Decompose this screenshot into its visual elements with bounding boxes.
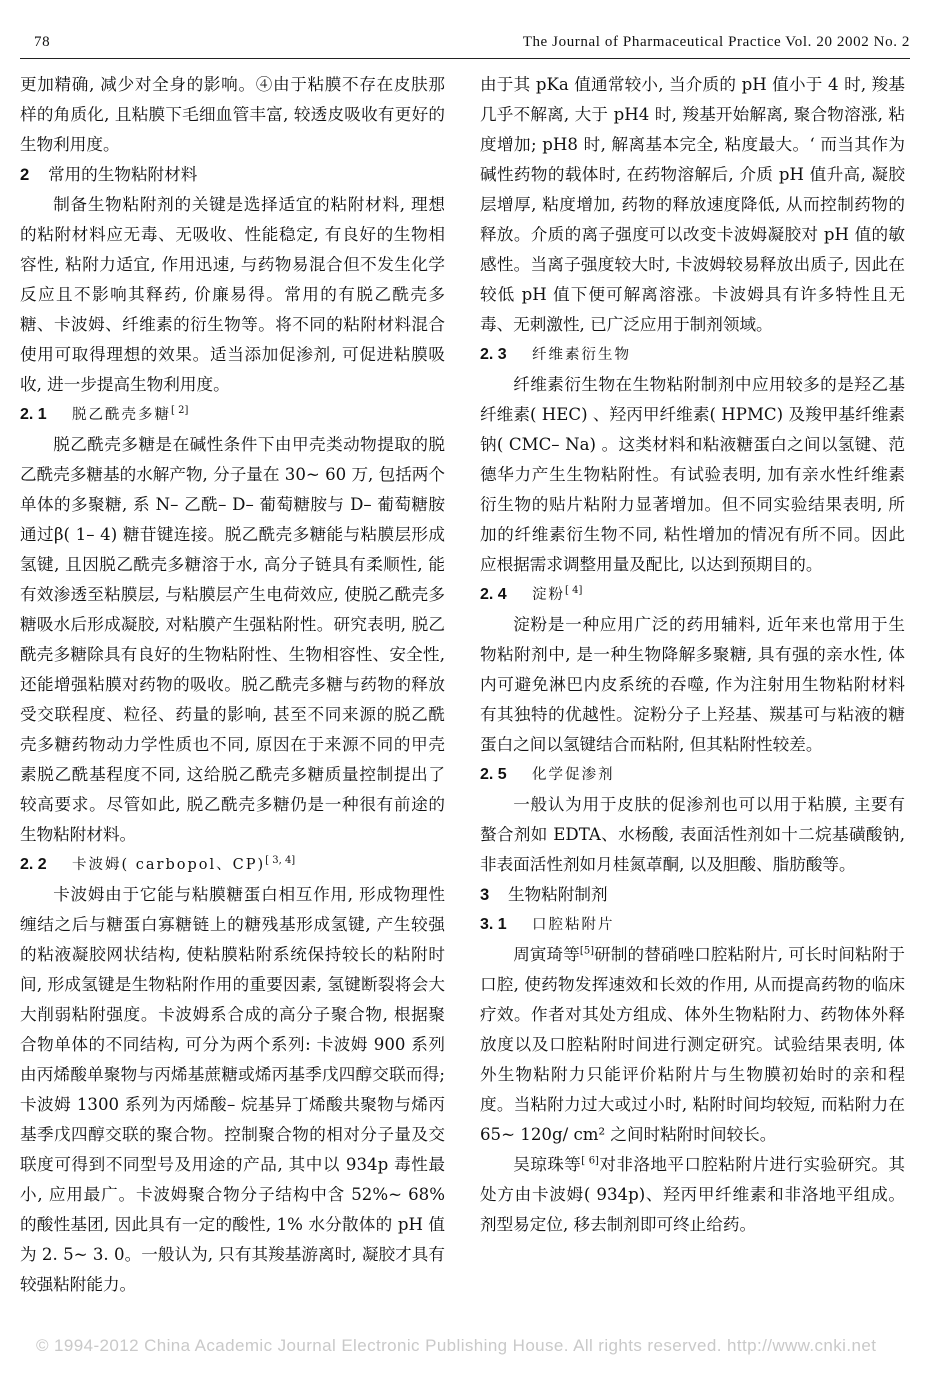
section-title: 淀粉 — [532, 587, 565, 603]
paragraph-section-2-1: 脱乙酰壳多糖是在碱性条件下由甲壳类动物提取的脱乙酰壳多糖基的水解产物, 分子量在 30~ 60 万, 包括两个单体的多聚糖, 系 N– 乙酰– D– 葡萄糖胺与 D– 葡萄糖胺通过β( 1– 4) 糖苷键连接。脱乙酰壳多糖能与粘膜层形成氢键, 且因脱乙酰壳多糖溶于水, 高分子链具有柔顺性, 能有效渗透至粘膜层, 与粘膜层产生电荷效应, 使脱乙酰壳多糖吸水后形成凝胶, 对粘膜产生强粘附性。研究表明, 脱乙酰壳多糖除具有良好的生物粘附性、生物相容性、安全性, 还能增强粘膜对药物的吸收。脱乙酰壳多糖与药物的释放受交联程度、粒径、药量的影响, 甚至不同来源的脱乙酰壳多糖药物动力学性质也不同, 原因在于来源不同的甲壳素脱乙酰基程度不同, 这给脱乙酰壳多糖质量控制提出了较高要求。尽管如此, 脱乙酰壳多糖仍是一种很有前途的生物粘附材料。 — [20, 435, 445, 844]
text-run: 吴琼珠等 — [513, 1155, 582, 1174]
paragraph-section-2-2: 卡波姆由于它能与粘膜糖蛋白相互作用, 形成物理性缠结之后与糖蛋白寡糖链上的糖残基形成氢键, 产生较强的粘液凝胶网状结构, 使粘膜粘附系统保持较长的粘附时间, 形成氢键是生物粘附作用的重要因素, 氢键断裂将会大大削弱粘附强度。卡波姆系合成的高分子聚合物, 根据聚合物单体的不同结构, 可分为两个系列: 卡波姆 900 系列由丙烯酸单聚物与丙烯基蔗糖或烯丙基季戊四醇交联而得; 卡波姆 1300 系列为丙烯酸– 烷基异丁烯酸共聚物与烯丙基季戊四醇交联的聚合物。控制聚合物的相对分子量及交联度可得到不同型号及用途的产品, 其中以 934p 毒性最小, 应用最广。卡波姆聚合物分子结构中含 52%~ 68% 的酸性基团, 因此具有一定的酸性, 1% 水分散体的 pH 值为 2. 5~ 3. 0。一般认为, 只有其羧基游离时, 凝胶才具有较强粘附能力。 — [20, 885, 445, 1294]
paragraph-section-3-1-a — [480, 940, 905, 1150]
section-title: 常用的生物粘附材料 — [48, 165, 198, 184]
section-title: 脱乙酰壳多糖 — [72, 407, 171, 423]
section-3-1-heading — [480, 910, 905, 940]
section-2-5-heading — [480, 760, 905, 790]
journal-title: The Journal of Pharmaceutical Practice Vol. 20 2002 No. 2 — [522, 34, 910, 50]
section-title: 卡波姆( carbopol、CP) — [72, 857, 266, 873]
section-title: 口腔粘附片 — [532, 917, 615, 933]
section-number: 2. 5 — [480, 766, 507, 783]
citation-ref: [5] — [579, 945, 595, 957]
citation-ref: [ 2] — [171, 405, 189, 417]
text-run: 研制的替硝唑口腔粘附片, 可长时间粘附于口腔, 使药物发挥速效和长效的作用, 从而提高药物的临床疗效。作者对其处方组成、体外生物粘附力、药物体外释放度以及口腔粘附时间进行测定研究。试验结果表明, 体外生物粘附力只能评价粘附片与生物膜初始时的亲和程度。当粘附力过大或过小时, 粘附时间均较短, 而粘附力在 65~ 120g/ cm² 之间时粘附时间较长。 — [480, 945, 905, 1144]
text-run: 周寅琦等 — [513, 945, 580, 964]
paragraph-section-2: 制备生物粘附剂的关键是选择适宜的粘附材料, 理想的粘附材料应无毒、无吸收、性能稳定, 有良好的生物相容性, 粘附力适宜, 作用迅速, 与药物易混合但不发生化学反应且不影响其释药, 价廉易得。常用的有脱乙酰壳多糖、卡波姆、纤维素的衍生物等。将不同的粘附材料混合使用可取得理想的效果。适当添加促渗剂, 可促进粘膜吸收, 进一步提高生物利用度。 — [20, 195, 445, 394]
copyright-watermark: © 1994-2012 China Academic Journal Electronic Publishing House. All rights reserved. http://www.cnki.net — [36, 1336, 877, 1355]
section-number: 2. 2 — [20, 856, 47, 873]
section-title: 生物粘附制剂 — [508, 885, 608, 904]
paragraph-continued: 由于其 pKa 值通常较小, 当介质的 pH 值小于 4 时, 羧基几乎不解离, 大于 pH4 时, 羧基开始解离, 聚合物溶涨, 粘度增加; pH8 时, 解离基本完全, 粘度最大。‘ 而当其作为碱性药物的载体时, 在药物溶解后, 介质 pH 值升高, 凝胶层增厚, 粘度增加, 药物的释放速度降低, 从而控制药物的释放。介质的离子强度可以改变卡波姆凝胶对 pH 值的敏感性。当离子强度较大时, 卡波姆较易释放出质子, 因此在较低 pH 值下便可解离溶涨。卡波姆具有许多特性且无毒、无刺激性, 已广泛应用于制剂领域。 — [480, 75, 905, 334]
section-title: 纤维素衍生物 — [532, 347, 631, 363]
section-number: 3 — [480, 885, 490, 904]
page-number: 78 — [34, 34, 51, 50]
section-2-1-heading — [20, 400, 445, 430]
section-number: 3. 1 — [480, 916, 507, 933]
section-2-heading — [20, 160, 445, 190]
section-number: 2 — [20, 165, 30, 184]
left-column — [20, 70, 445, 1300]
paragraph-section-2-3: 纤维素衍生物在生物粘附制剂中应用较多的是羟乙基纤维素( HEC) 、羟丙甲纤维素( HPMC) 及羧甲基纤维素钠( CMC– Na) 。这类材料和粘液糖蛋白之间以氢键、范德华力产生生物粘附性。有试验表明, 加有亲水性纤维素衍生物的贴片粘附力显著增加。但不同实验结果表明, 所加的纤维素衍生物不同, 粘性增加的情况有所不同。因此应根据需求调整用量及配比, 以达到预期目的。 — [480, 375, 905, 574]
section-2-4-heading — [480, 580, 905, 610]
citation-ref: [ 4] — [565, 585, 583, 597]
section-2-2-heading — [20, 850, 445, 880]
header-rule — [20, 58, 910, 59]
running-header — [20, 30, 910, 58]
paragraph-section-3-1-b — [480, 1150, 905, 1240]
paragraph-section-2-5: 一般认为用于皮肤的促渗剂也可以用于粘膜, 主要有螯合剂如 EDTA、水杨酸, 表面活性剂如十二烷基磺酸钠, 非表面活性剂如月桂氮䓬酮, 以及胆酸、脂肪酸等。 — [480, 795, 905, 874]
section-number: 2. 3 — [480, 346, 507, 363]
citation-ref: [ 6] — [581, 1155, 599, 1167]
section-2-3-heading — [480, 340, 905, 370]
right-column — [480, 70, 905, 1240]
section-3-heading — [480, 880, 905, 910]
citation-ref: [ 3, 4] — [265, 855, 296, 867]
paragraph-section-2-4: 淀粉是一种应用广泛的药用辅料, 近年来也常用于生物粘附剂中, 是一种生物降解多聚糖, 具有强的亲水性, 体内可避免淋巴内皮系统的吞噬, 作为注射用生物粘附材料有其独特的优越性。淀粉分子上羟基、羰基可与粘液的糖蛋白之间以氢键结合而粘附, 但其粘附性较差。 — [480, 615, 905, 754]
section-number: 2. 4 — [480, 586, 507, 603]
section-title: 化学促渗剂 — [532, 767, 615, 783]
section-number: 2. 1 — [20, 406, 47, 423]
text-run: 对非洛地平口腔粘附片进行实验研究。其处方由卡波姆( 934p)、羟丙甲纤维素和非洛地平组成。剂型易定位, 移去制剂即可终止给药。 — [480, 1155, 906, 1234]
paragraph-intro: 更加精确, 减少对全身的影响。④由于粘膜不存在皮肤那样的角质化, 且粘膜下毛细血管丰富, 较透皮吸收有更好的生物利用度。 — [20, 75, 445, 154]
